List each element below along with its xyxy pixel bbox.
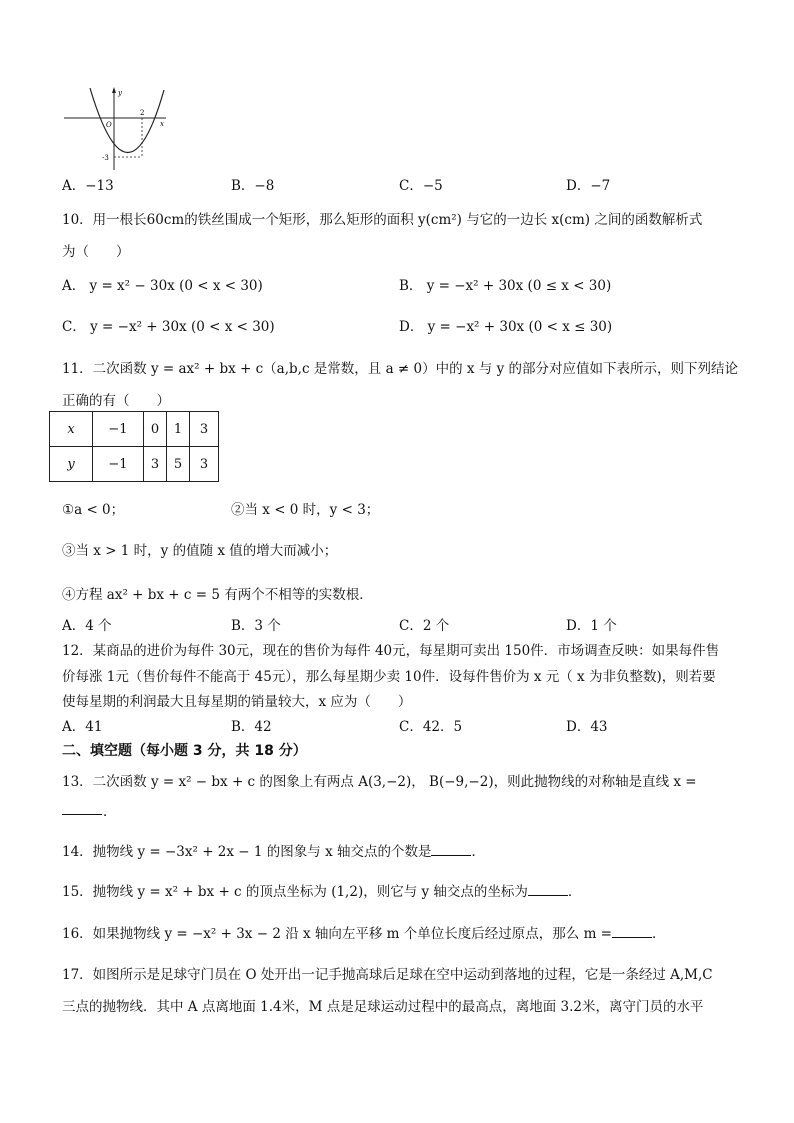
table-cell: 5 <box>167 447 190 482</box>
table-cell: y <box>50 447 93 482</box>
parabola-graph <box>62 86 172 172</box>
q9-option-a[interactable]: A．−13 <box>62 178 114 194</box>
graph-x-label: x <box>160 120 164 128</box>
q11-value-table <box>49 411 219 482</box>
q16-answer-blank[interactable] <box>612 925 652 938</box>
q11-statement-4: ④方程 ax² + bx + c = 5 有两个不相等的实数根． <box>62 587 373 603</box>
table-cell: 3 <box>190 447 219 482</box>
q14-stem: 14．抛物线 y = −3x² + 2x − 1 的图象与 x 轴交点的个数是 <box>62 844 432 860</box>
q12-option-c[interactable]: C．42．5 <box>399 719 463 735</box>
q12-stem-line1: 12．某商品的进价为每件 30元，现在的售价为每件 40元，每星期可卖出 150件．市场调查反映：如果每件售 <box>62 643 720 659</box>
q16-period: ． <box>651 926 666 942</box>
q17-stem-line2: 三点的抛物线．其中 A 点离地面 1.4米，M 点是足球运动过程中的最高点，离地面 3.2米，离守门员的水平 <box>62 999 704 1015</box>
q13-period: ． <box>103 804 117 820</box>
q14-answer-blank[interactable] <box>431 843 471 856</box>
q12-stem-line3: 使每星期的利润最大且每星期的销量较大，x 应为（ ） <box>62 694 412 710</box>
q9-option-b[interactable]: B．−8 <box>231 178 275 194</box>
q15-line <box>62 880 581 900</box>
graph-x-mark: 2 <box>140 109 145 117</box>
q16-stem: 16．如果抛物线 y = −x² + 3x − 2 沿 x 轴向左平移 m 个单位长度后经过原点，那么 m = <box>62 926 612 942</box>
table-cell: 3 <box>144 447 167 482</box>
table-cell: −1 <box>93 447 144 482</box>
table-row <box>50 447 219 482</box>
table-cell: 3 <box>190 412 219 447</box>
q15-answer-blank[interactable] <box>528 883 568 896</box>
q15-period: ． <box>567 884 582 900</box>
table-cell: 0 <box>144 412 167 447</box>
q11-option-d[interactable]: D．1 个 <box>566 618 617 634</box>
graph-y-mark: -3 <box>102 154 109 162</box>
q11-option-a[interactable]: A．4 个 <box>62 618 112 634</box>
table-cell: −1 <box>93 412 144 447</box>
q11-option-c[interactable]: C．2 个 <box>399 618 450 634</box>
q10-stem-line1: 10．用一根长60cm的铁丝围成一个矩形，那么矩形的面积 y(cm²) 与它的一边长 x(cm) 之间的函数解析式 <box>62 212 703 228</box>
q12-stem-line2: 价每涨 1元（售价每件不能高于 45元），那么每星期少卖 10件．设每件售价为 x 元（ x 为非负整数)，则若要 <box>62 669 716 685</box>
q10-stem-line2: 为（ ） <box>62 244 130 260</box>
table-cell: 1 <box>167 412 190 447</box>
q12-option-a[interactable]: A．41 <box>62 719 103 735</box>
q9-option-c[interactable]: C．−5 <box>399 178 443 194</box>
q10-option-a[interactable]: A． y = x² − 30x (0 < x < 30) <box>62 278 263 294</box>
q16-line <box>62 922 665 942</box>
q14-period: ． <box>471 844 485 860</box>
q11-statement-3: ③当 x > 1 时，y 的值随 x 值的增大而减小； <box>62 543 338 559</box>
q15-stem: 15．抛物线 y = x² + bx + c 的顶点坐标为 (1,2)，则它与 y 轴交点的坐标为 <box>62 884 528 900</box>
q9-option-d[interactable]: D．−7 <box>566 178 611 194</box>
graph-origin-label: O <box>106 121 112 129</box>
q11-option-b[interactable]: B．3 个 <box>231 618 281 634</box>
graph-y-label: y <box>118 89 122 97</box>
q11-statement-1: ①a < 0； <box>62 502 125 518</box>
section-title-fill-in: 二、填空题（每小题 3 分，共 18 分） <box>62 743 307 759</box>
q10-option-c[interactable]: C． y = −x² + 30x (0 < x < 30) <box>62 319 275 335</box>
table-row <box>50 412 219 447</box>
q17-stem-line1: 17．如图所示是足球守门员在 O 处开出一记手抛高球后足球在空中运动到落地的过程，它是一条经过 A,M,C <box>62 967 713 983</box>
q11-statement-2: ②当 x < 0 时，y < 3； <box>231 502 380 518</box>
q10-option-d[interactable]: D． y = −x² + 30x (0 < x ≤ 30) <box>399 319 613 335</box>
table-cell: x <box>50 412 93 447</box>
q13-stem-line1: 13．二次函数 y = x² − bx + c 的图象上有两点 A(3,−2)， B(−9,−2)，则此抛物线的对称轴是直线 x = <box>62 774 697 790</box>
q10-option-b[interactable]: B． y = −x² + 30x (0 ≤ x < 30) <box>399 278 612 294</box>
q11-stem-line2: 正确的有（ ） <box>62 393 170 409</box>
q11-stem-line1: 11．二次函数 y = ax² + bx + c（a,b,c 是常数，且 a ≠ 0）中的 x 与 y 的部分对应值如下表所示，则下列结论 <box>62 361 739 377</box>
q12-option-d[interactable]: D．43 <box>566 719 608 735</box>
q14-line <box>62 840 485 860</box>
q13-answer-blank[interactable] <box>62 814 102 815</box>
q12-option-b[interactable]: B．42 <box>231 719 272 735</box>
